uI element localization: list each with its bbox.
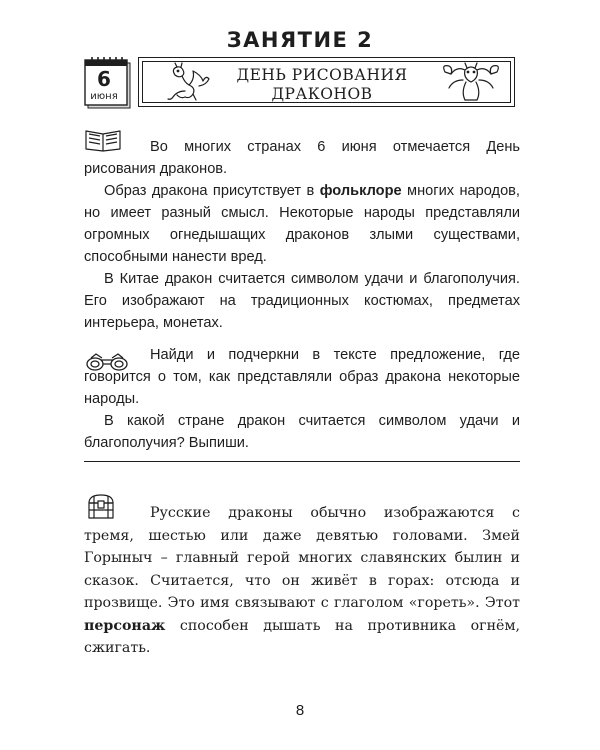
calendar-month: июня — [90, 91, 118, 102]
task-question: В какой стране дракон считается символом удачи и благополучия? Выпиши. — [84, 413, 520, 451]
intro-paragraph: Во многих странах 6 июня отмечается День рисования драконов. — [84, 139, 520, 177]
keyword-folklore: фольклоре — [319, 183, 402, 199]
answer-line[interactable] — [84, 461, 520, 462]
calendar-day: 6 — [97, 67, 111, 91]
china-paragraph: В Китае дракон считается символом удачи и благополучия. Его изображают на традиционных костюмах, предметах интерьера, монетах. — [84, 271, 520, 331]
dragon-icon — [163, 61, 215, 103]
lesson-title: ЗАНЯТИЕ 2 — [226, 28, 374, 52]
keyword-character: персонаж — [84, 617, 166, 634]
task-underline: Найди и подчеркни в тексте предложение, где говорится о том, как представляли образ дракона некоторые народы. — [84, 347, 520, 407]
date-calendar — [82, 57, 132, 109]
russian-dragons-paragraph: Русские драконы обычно изображаются с тремя, шестью или даже девятью головами. Змей Горыныч – главный герой многих славянских былин и сказок. Считается, что он живёт в горах: отсюда и прозвище. Это имя связывают с глаголом «гореть». Этот персонаж способен дышать на противника огнём, сжигать. — [84, 505, 520, 656]
folklore-paragraph: Образ дракона присутствует в фольклоре многих народов, но имеет разный смысл. Некоторые народы представляли огромных огнедышащих драконов злыми существами, способными нанести вред. — [84, 183, 520, 265]
topic-banner — [138, 57, 515, 107]
topic-title: ДЕНЬ РИСОВАНИЯ ДРАКОНОВ — [236, 66, 408, 103]
page-number: 8 — [295, 702, 305, 719]
dragon-icon — [439, 60, 503, 104]
